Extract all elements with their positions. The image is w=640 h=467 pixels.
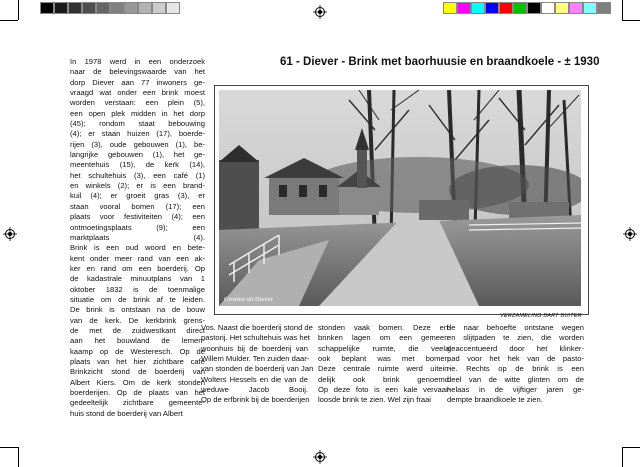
text-line: rijen (3), oude gebouwen (1), be- bbox=[70, 139, 205, 149]
text-line: staan vooral bomen (17); een bbox=[70, 201, 205, 211]
color-swatch bbox=[457, 2, 471, 14]
color-swatch bbox=[569, 2, 583, 14]
text-line: De brink is ontstaan na de bouw bbox=[70, 305, 205, 315]
color-swatch bbox=[96, 2, 110, 14]
text-line: weduwe Jacob Booij. bbox=[201, 385, 308, 395]
color-swatch bbox=[124, 2, 138, 14]
crop-mark-top-left-h bbox=[0, 20, 18, 21]
color-swatch bbox=[597, 2, 611, 14]
text-line: vraagd wat onder een brink moest bbox=[70, 88, 205, 98]
page-title: 61 - Diever - Brink met baorhuusie en braandkoele - ± 1930 bbox=[280, 56, 600, 68]
text-line: helaas in de vijftiger jaren ge- bbox=[447, 385, 584, 395]
text-line: brinken lagen om een gemeen- bbox=[318, 333, 451, 343]
color-swatch bbox=[485, 2, 499, 14]
text-line: In 1978 werd in een onderzoek bbox=[70, 57, 205, 66]
text-line: (4); er staan huizen (17), boerde- bbox=[70, 129, 205, 139]
registration-mark-top-icon bbox=[313, 5, 327, 19]
color-swatch bbox=[443, 2, 457, 14]
text-line: rie. Rechts op de brink is een bbox=[447, 364, 584, 374]
text-line: ook beplant was met bomen. bbox=[318, 354, 451, 364]
text-line: van stonden de boerderij van Jan bbox=[201, 364, 314, 374]
color-swatch bbox=[527, 2, 541, 14]
text-line: meentehuis (15), de kerk (14), bbox=[70, 160, 205, 170]
color-swatch bbox=[152, 2, 166, 14]
text-line: dempte braandkoele te zien. bbox=[447, 395, 543, 405]
color-swatch bbox=[82, 2, 96, 14]
text-line: marktplaats (4). bbox=[70, 232, 205, 242]
crop-mark-top-right-v bbox=[622, 0, 623, 20]
crop-mark-bottom-left-h bbox=[0, 447, 18, 448]
color-swatch bbox=[40, 2, 54, 14]
text-line: ontmoetingsplaats (9); een bbox=[70, 222, 205, 232]
text-line: deel van de witte glinten om de bbox=[447, 374, 584, 384]
crop-mark-bottom-right-h bbox=[622, 447, 640, 448]
registration-mark-bottom-icon bbox=[313, 450, 327, 464]
text-line: schappelijke ruimte, die veelal bbox=[318, 343, 451, 353]
text-line: de naar behoefte ontstane wegen bbox=[447, 323, 584, 332]
text-line: Brink is een oud woord en bete- bbox=[70, 243, 205, 253]
text-line: situatie om de brink af te leiden. bbox=[70, 294, 205, 304]
text-line: langrijke gebouwen (1), het ge- bbox=[70, 150, 205, 160]
text-line: Deze centrale ruimte werd uitein- bbox=[318, 364, 451, 374]
text-line: het schultehuis (3), een café (1) bbox=[70, 170, 205, 180]
text-line: Willem Mulder. Ten zuiden daar- bbox=[201, 354, 310, 364]
text-line: gedeeltelijk zichtbare gemeente- bbox=[70, 398, 205, 408]
color-swatch bbox=[138, 2, 152, 14]
historic-photo bbox=[219, 90, 581, 306]
color-swatch bbox=[555, 2, 569, 14]
photo-inscription: Groeten uit Diever bbox=[224, 296, 273, 303]
crop-mark-bottom-right-v bbox=[622, 447, 623, 467]
text-line: Albert Kiers. Om de kerk stonden bbox=[70, 377, 205, 387]
color-swatch bbox=[68, 2, 82, 14]
text-line: aan het bouwland de lemen- bbox=[70, 336, 205, 346]
text-column-1 bbox=[70, 57, 205, 419]
color-swatch bbox=[513, 2, 527, 14]
text-line: en slijtpaden te zien, die worden bbox=[447, 333, 584, 343]
text-line: stonden vaak bomen. Deze erf- bbox=[318, 323, 451, 332]
text-line: de met de zuidwestkant direct bbox=[70, 325, 205, 335]
color-swatch bbox=[110, 2, 124, 14]
color-swatch bbox=[499, 2, 513, 14]
color-swatch bbox=[166, 2, 180, 14]
text-line: pastorij. Het schultehuis was het bbox=[201, 333, 310, 343]
crop-mark-top-right-h bbox=[622, 20, 640, 21]
text-line: plaats voor festiviteiten (4); een bbox=[70, 212, 205, 222]
text-line: boerderijen. Op de plaats van het bbox=[70, 388, 205, 397]
registration-mark-right-icon bbox=[623, 227, 637, 241]
text-line: en winkels (2); er is een brand- bbox=[70, 181, 205, 191]
text-line: geaccentueerd door het klinker- bbox=[447, 343, 584, 353]
text-line: oktober 1832 is de toenmalige bbox=[70, 284, 205, 294]
color-swatch bbox=[541, 2, 555, 14]
color-swatch bbox=[54, 2, 68, 14]
text-line: delijk ook brink genoemd. bbox=[318, 374, 451, 384]
crop-mark-top-left-v bbox=[18, 0, 19, 20]
text-column-2 bbox=[201, 323, 314, 406]
photo-credit: VERZAMELING BART BUITER bbox=[500, 313, 582, 319]
registration-mark-left-icon bbox=[3, 227, 17, 241]
text-line: kent onder meer rand van een ak- bbox=[70, 253, 205, 263]
text-line: naar de belevingswaarde van het bbox=[70, 67, 205, 77]
color-swatch bbox=[583, 2, 597, 14]
text-line: Brinkzicht stond de boerderij van bbox=[70, 367, 205, 377]
text-line: Op deze foto is een kale vervaar- bbox=[318, 385, 451, 395]
text-column-4 bbox=[447, 323, 584, 406]
crop-mark-bottom-left-v bbox=[18, 447, 19, 467]
text-line: kaamp op de Westeresch. Op de bbox=[70, 346, 205, 356]
text-line: plaats van het hier zichtbare café bbox=[70, 356, 205, 366]
text-line: Op de erfbrink bij de boerderijen bbox=[201, 395, 310, 405]
text-line: loosde brink te zien. Wel zijn fraai bbox=[318, 395, 431, 405]
text-line: woonhuis bij de boerderij van bbox=[201, 343, 308, 353]
text-line: een open plek midden in het dorp bbox=[70, 108, 205, 118]
text-line: pad voor het hek van de pasto- bbox=[447, 354, 584, 364]
text-line: worden verstaan: een plein (5), bbox=[70, 98, 205, 108]
text-line: van de kerk. De kerkbrink grens- bbox=[70, 315, 205, 325]
text-line: (45); rondom staat bebouwing bbox=[70, 119, 205, 129]
text-column-3 bbox=[318, 323, 451, 406]
text-line: kuil (4); er groeit gras (3), er bbox=[70, 191, 205, 201]
text-line: de kadastrale minuutplans van 1 bbox=[70, 274, 205, 284]
text-line: ker en rand om een boerderij. Op bbox=[70, 263, 205, 273]
text-line: huis stond de boerderij van Albert bbox=[70, 408, 183, 418]
text-line: dorp Diever aan 77 inwoners ge- bbox=[70, 77, 205, 87]
text-line: Vos. Naast die boerderij stond de bbox=[201, 323, 313, 332]
text-line: Wolters Hessels en die van de bbox=[201, 374, 308, 384]
color-swatch bbox=[471, 2, 485, 14]
